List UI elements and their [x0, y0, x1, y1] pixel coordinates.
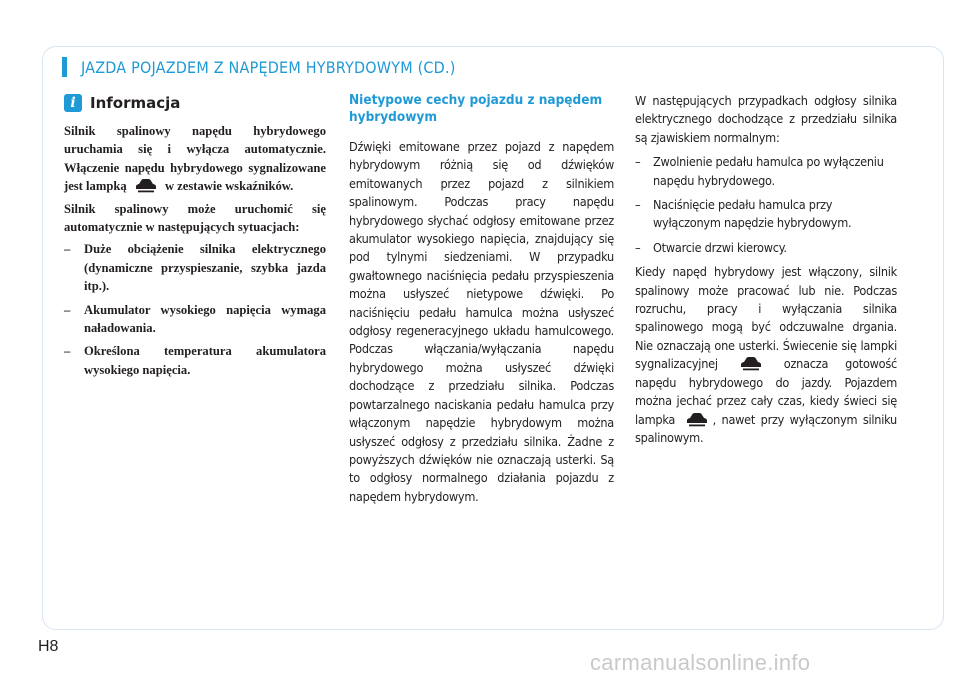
list-item: – Otwarcie drzwi kierowcy.	[635, 239, 897, 257]
right-paragraph-2-start: Kiedy napęd hybrydowy jest włączony, silnik spalinowy może pracować lub nie. Podczas rozruchu, pracy i wyłączania silnika spalinowego mogą być odczuwalne drgania. Nie oznaczają one usterki. Świecenie się lampki sygnalizacyjnej	[635, 264, 897, 372]
page-number: H8	[38, 638, 59, 655]
header-accent-bar	[62, 57, 67, 77]
section-header	[62, 56, 456, 78]
info-icon: i	[64, 94, 82, 112]
info-column	[64, 92, 326, 384]
info-list	[64, 240, 326, 379]
list-item: – Duże obciążenie silnika elektrycznego (dynamiczne przyspieszanie, szybka jazda itp.).	[64, 240, 326, 295]
right-paragraph-2-end: , nawet przy wyłączonym silniku spalinowym.	[635, 411, 897, 445]
right-paragraph-2-middle: oznacza gotowość napędu hybrydowego do jazdy. Pojazdem można jechać przez cały czas, kiedy świeci się lampka	[635, 356, 897, 427]
info-paragraph-1-start: Silnik spalinowy napędu hybrydowego uruchamia się i wyłącza automatycznie. Włączenie napędu hybrydowego sygnalizowane jest lampką	[64, 124, 326, 194]
hybrid-ready-car-icon	[685, 412, 709, 427]
hybrid-ready-car-icon	[134, 178, 158, 193]
info-title: Informacja	[90, 94, 181, 112]
right-column	[635, 92, 897, 453]
info-paragraph-2: Silnik spalinowy może uruchomić się automatycznie w następujących sytuacjach:	[64, 201, 326, 235]
info-header	[64, 92, 326, 114]
middle-paragraph: Dźwięki emitowane przez pojazd z napędem hybrydowym różnią się od dźwięków emitowanych przez pojazd z silnikiem spalinowym. Podczas pracy napędu hybrydowego słychać odgłosy emitowane przez akumulator wysokiego napięcia, znajdujący się pod tylnymi siedzeniami. W przypadku gwałtownego naciśnięcia pedału przyspieszenia można usłyszeć nietypowe dźwięki. Po naciśnięciu pedału hamulca można usłyszeć odgłosy regeneracyjnego układu hamulcowego. Podczas włączania/wyłączania napędu hybrydowego można usłyszeć dźwięki dochodzące z przedziału silnika. Podczas powtarzalnego naciskania pedału hamulca przy włączonym napędzie hybrydowym można usłyszeć odgłosy z przedziału silnika. Żadne z powyższych dźwięków nie oznaczają usterki. Są to odgłosy normalnego działania pojazdu z napędem hybrydowym.	[349, 139, 614, 504]
hybrid-ready-car-icon	[739, 356, 763, 371]
right-paragraph-2	[635, 263, 897, 447]
info-paragraph-1-end: w zestawie wskaźników.	[164, 179, 294, 194]
list-item: – Naciśnięcie pedału hamulca przy wyłączonym napędzie hybrydowym.	[635, 196, 897, 233]
middle-column	[349, 92, 614, 512]
list-item: – Zwolnienie pedału hamulca po wyłączeniu napędu hybrydowego.	[635, 153, 897, 190]
watermark: carmanualsonline.info	[590, 650, 811, 675]
subsection-title: Nietypowe cechy pojazdu z napędem hybrydowym	[349, 92, 603, 125]
info-paragraph-1	[64, 122, 326, 196]
section-title: JAZDA POJAZDEM Z NAPĘDEM HYBRYDOWYM (CD.)	[81, 57, 456, 77]
right-intro-paragraph: W następujących przypadkach odgłosy silnika elektrycznego dochodzące z przedziału silnika są zjawiskiem normalnym:	[635, 93, 897, 145]
list-item: – Akumulator wysokiego napięcia wymaga naładowania.	[64, 301, 326, 338]
list-item: – Określona temperatura akumulatora wysokiego napięcia.	[64, 342, 326, 379]
right-list	[635, 153, 897, 257]
